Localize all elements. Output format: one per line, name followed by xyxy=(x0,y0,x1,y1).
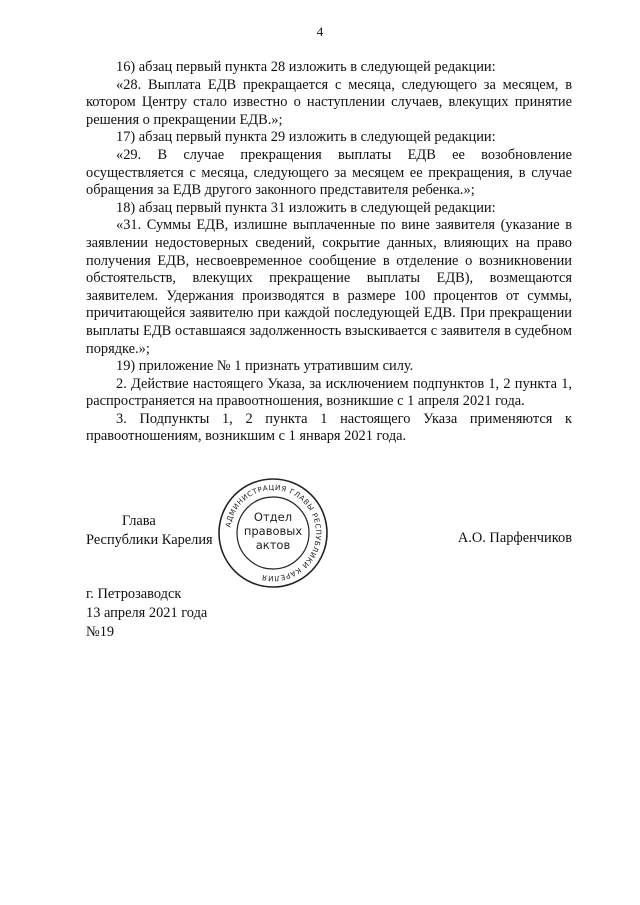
paragraph: 18) абзац первый пункта 31 изложить в следующей редакции: xyxy=(116,199,496,216)
signatory-title xyxy=(86,512,213,550)
paragraph: «31. Суммы ЕДВ, излишне выплаченные по вине заявителя (указание в заявлении недостоверных сведений, сокрытие данных, влияющих на право получения ЕДВ, несвоевременное сообщение в отделение о возникновении обстоятельств, влекущих прекращение выплаты ЕДВ), возмещаются заявителем. Удержания производятся в размере 100 процентов от суммы, причитающейся заявителю при каждой последующей ЕДВ. При прекращении выплаты ЕДВ оставшаяся задолженность взыскивается с заявителя в судебном порядке.»; xyxy=(86,217,572,357)
stamp-line2: правовых xyxy=(243,524,303,538)
paragraph: 3. Подпункты 1, 2 пункта 1 настоящего Указа применяются к правоотношениям, возникшим с 1 января 2021 года. xyxy=(86,410,572,445)
official-stamp xyxy=(217,477,329,589)
paragraph: «28. Выплата ЕДВ прекращается с месяца, следующего за месяцем, в котором Центру стало известно о наступлении случаев, влекущих принятие решения о прекращении ЕДВ.»; xyxy=(86,76,572,128)
document-footer xyxy=(86,585,207,642)
paragraph: 17) абзац первый пункта 29 изложить в следующей редакции: xyxy=(116,129,496,146)
footer-date: 13 апреля 2021 года xyxy=(86,605,208,621)
stamp-line1: Отдел xyxy=(253,510,293,524)
paragraph: 16) абзац первый пункта 28 изложить в следующей редакции: xyxy=(116,59,496,75)
page-number: 4 xyxy=(316,24,324,39)
signatory-title-line1: Глава xyxy=(122,513,156,529)
footer-number: №19 xyxy=(86,624,115,640)
stamp-line3: актов xyxy=(255,538,291,552)
footer-city: г. Петрозаводск xyxy=(86,586,182,602)
paragraph: «29. В случае прекращения выплаты ЕДВ ее возобновление осуществляется с месяца, следующего за месяцем ее прекращения, в случае обращения за ЕДВ другого законного представителя ребенка.»; xyxy=(86,146,572,199)
paragraph: 2. Действие настоящего Указа, за исключением подпунктов 1, 2 пункта 1, распространяется на правоотношения, возникшие с 1 апреля 2021 года. xyxy=(86,375,572,410)
stamp-ring-text: АДМИНИСТРАЦИЯ ГЛАВЫ РЕСПУБЛИКИ КАРЕЛИЯ xyxy=(223,482,324,584)
document-body xyxy=(86,59,572,446)
paragraph: 19) приложение № 1 признать утратившим силу. xyxy=(116,358,414,375)
signatory-title-line2: Республики Карелия xyxy=(86,532,213,548)
signatory-name: А.О. Парфенчиков xyxy=(457,530,572,546)
